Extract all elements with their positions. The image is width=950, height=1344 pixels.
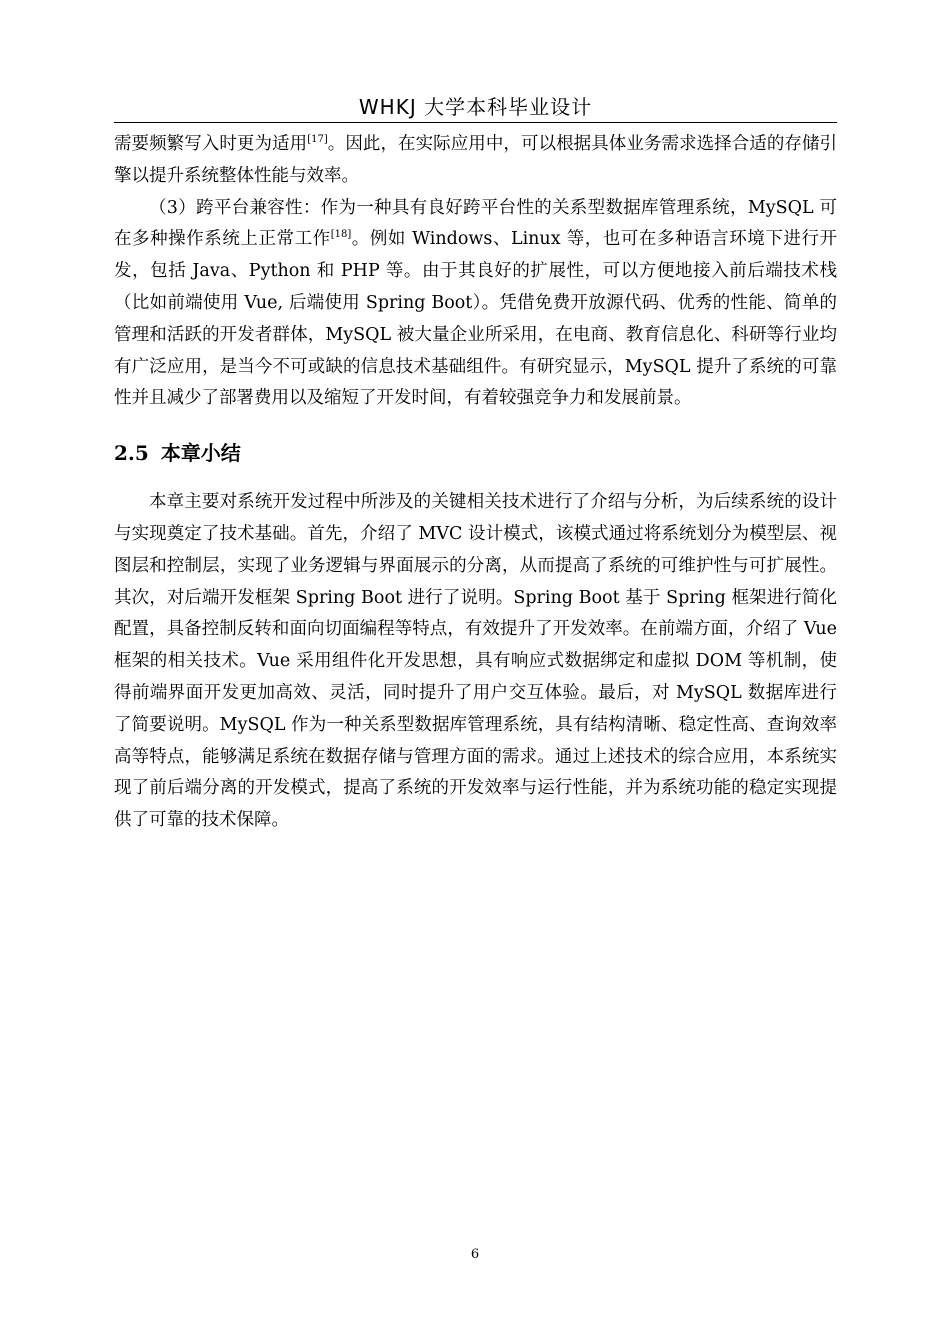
section-number: 2.5 (114, 441, 149, 466)
page-header (114, 92, 837, 123)
paragraph-storage-engine (114, 129, 837, 193)
section-heading (114, 438, 837, 468)
paragraph-chapter-summary: 本章主要对系统开发过程中所涉及的关键相关技术进行了介绍与分析，为后续系统的设计与实现奠定了技术基础。首先，介绍了 MVC 设计模式，该模式通过将系统划分为模型层、视图层和控制层，实现了业务逻辑与界面展示的分离，从而提高了系统的可维护性与可扩展性。其次，对后端开发框架 Spring Boot 进行了说明。Spring Boot 基于 Spring 框架进行简化配置，具备控制反转和面向切面编程等特点，有效提升了开发效率。在前端方面，介绍了 Vue 框架的相关技术。Vue 采用组件化开发思想，具有响应式数据绑定和虚拟 DOM 等机制，使得前端界面开发更加高效、灵活，同时提升了用户交互体验。最后，对 MySQL 数据库进行了简要说明。MySQL 作为一种关系型数据库管理系统，具有结构清晰、稳定性高、查询效率高等特点，能够满足系统在数据存储与管理方面的需求。通过上述技术的综合应用，本系统实现了前后端分离的开发模式，提高了系统的开发效率与运行性能，并为系统功能的稳定实现提供了可靠的技术保障。 (114, 492, 837, 831)
paragraph-text: （3）跨平台兼容性：作为一种具有良好跨平台性的关系型数据库管理系统，MySQL 可在多种操作系统上正常工作 (114, 197, 837, 250)
paragraph-cross-platform (114, 193, 837, 416)
page-body (114, 129, 837, 837)
citation-18: [18] (330, 229, 352, 241)
header-title: WHKJ 大学本科毕业设计 (358, 95, 593, 119)
paragraph-text: 。因此，在实际应用中，可以根据具体业务需求选择合适的存储引擎以提升系统整体性能与效率。 (114, 134, 838, 186)
paragraph-text: 。例如 Windows、Linux 等，也可在多种语言环境下进行开发，包括 Java、Python 和 PHP 等。由于其良好的扩展性，可以方便地接入前后端技术栈（比如前端使用 Vue, 后端使用 Spring Boot）。凭借免费开放源代码、优秀的性能、简单的管理和活跃的开发者群体，MySQL 被大量企业所采用，在电商、教育信息化、科研等行业均有广泛应用，是当今不可或缺的信息技术基础组件。有研究显示，MySQL 提升了系统的可靠性并且减少了部署费用以及缩短了开发时间，有着较强竞争力和发展前景。 (114, 229, 838, 409)
paragraph-text: 需要频繁写入时更为适用 (114, 134, 308, 154)
page-number: 6 (470, 1247, 480, 1262)
citation-17: [17] (307, 134, 328, 145)
section-title: 本章小结 (160, 441, 241, 466)
